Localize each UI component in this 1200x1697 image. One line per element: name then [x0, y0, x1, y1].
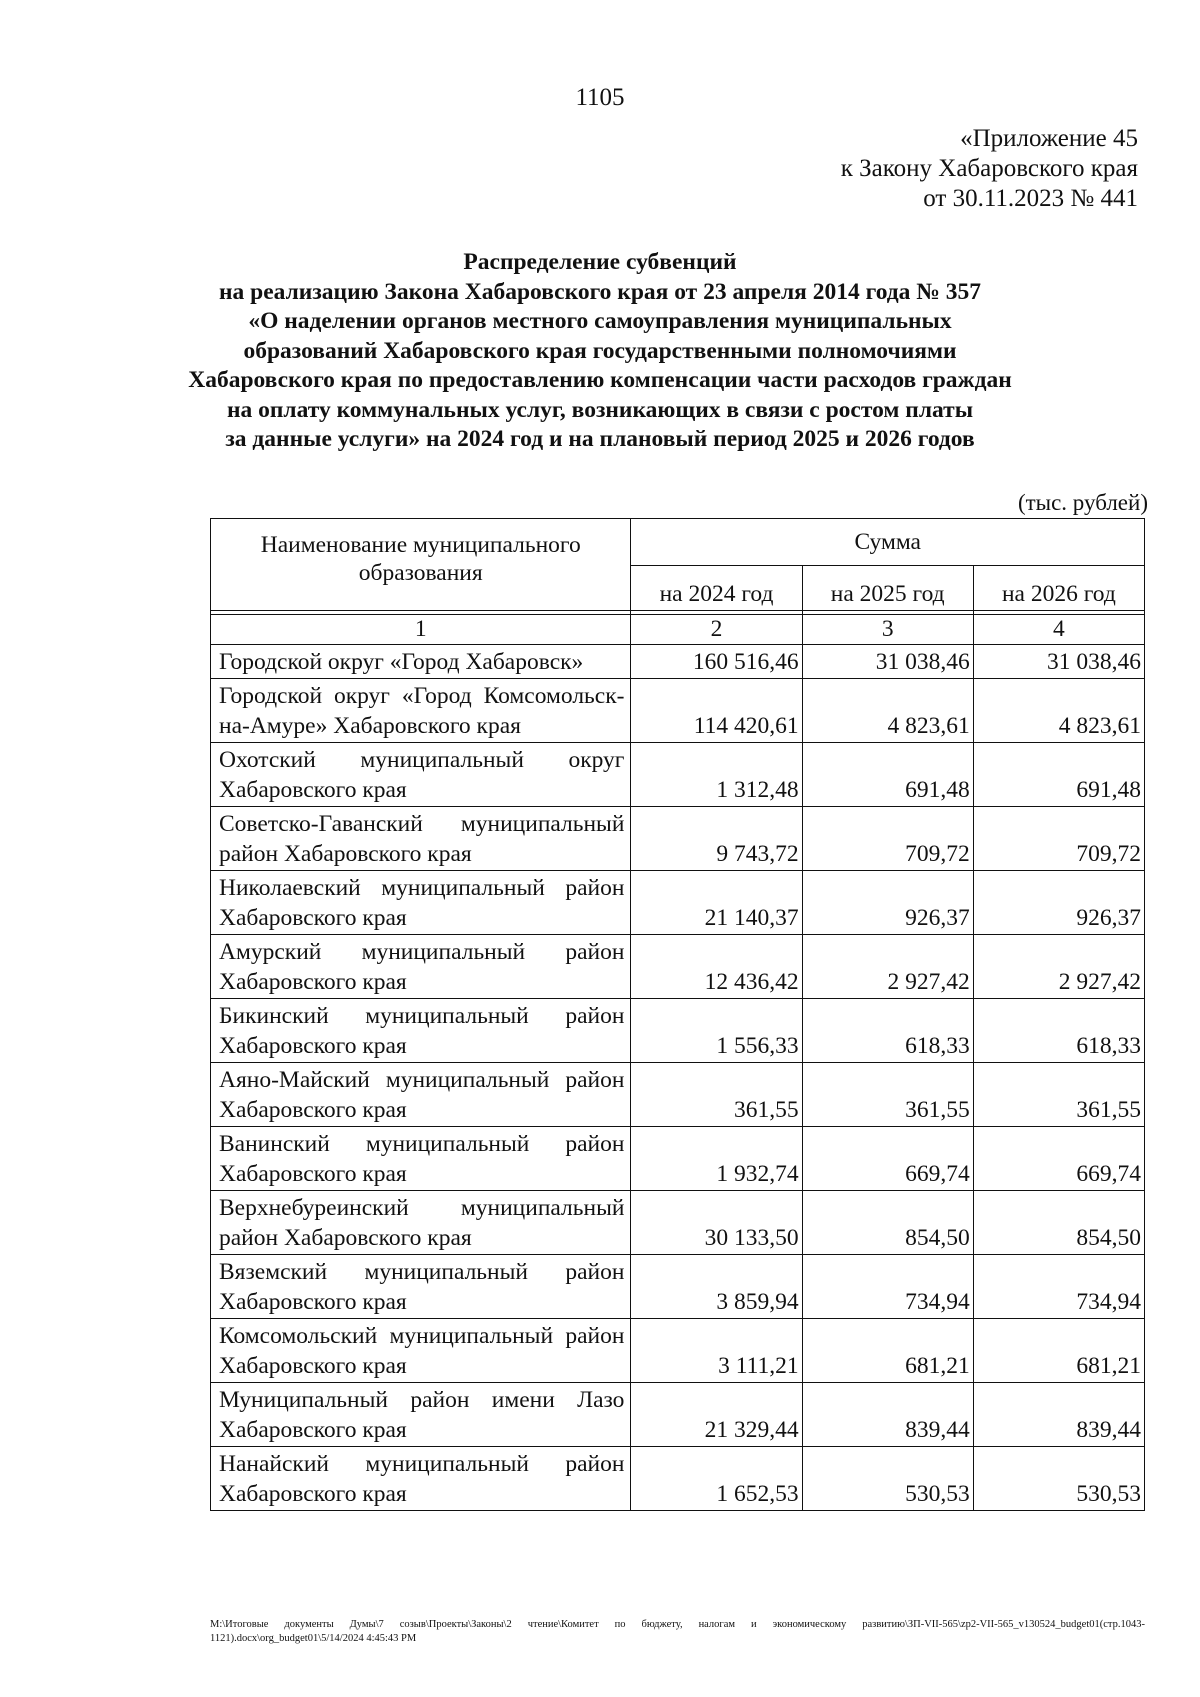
- municipality-name-cell: Городской округ «Город Комсомольск-на-Амуре» Хабаровского края: [211, 678, 631, 742]
- appendix-line: от 30.11.2023 № 441: [923, 185, 1138, 212]
- value-2025-cell: 530,53: [802, 1446, 973, 1510]
- table-row: [211, 998, 1145, 1062]
- column-number: 4: [973, 615, 1144, 645]
- value-2025-cell: 709,72: [802, 806, 973, 870]
- value-2024-cell: 9 743,72: [631, 806, 802, 870]
- municipality-name-cell: Охотский муниципальный округ Хабаровского края: [211, 742, 631, 806]
- municipality-name-cell: Советско-Гаванский муниципальный район Хабаровского края: [211, 806, 631, 870]
- table-row: [211, 1318, 1145, 1382]
- table-row: [211, 645, 1145, 679]
- value-2025-cell: 2 927,42: [802, 934, 973, 998]
- value-2025-cell: 926,37: [802, 870, 973, 934]
- table-row: [211, 934, 1145, 998]
- title-line: образований Хабаровского края государственными полномочиями: [243, 337, 957, 364]
- value-2025-cell: 854,50: [802, 1190, 973, 1254]
- value-2026-cell: 2 927,42: [973, 934, 1144, 998]
- value-2025-cell: 31 038,46: [802, 645, 973, 679]
- value-2024-cell: 21 329,44: [631, 1382, 802, 1446]
- value-2024-cell: 3 111,21: [631, 1318, 802, 1382]
- value-2026-cell: 709,72: [973, 806, 1144, 870]
- value-2025-cell: 681,21: [802, 1318, 973, 1382]
- table-row: [211, 806, 1145, 870]
- value-2024-cell: 30 133,50: [631, 1190, 802, 1254]
- municipality-name-cell: Николаевский муниципальный район Хабаровского края: [211, 870, 631, 934]
- column-number: 1: [211, 615, 631, 645]
- municipality-name-cell: Комсомольский муниципальный район Хабаровского края: [211, 1318, 631, 1382]
- value-2024-cell: 1 556,33: [631, 998, 802, 1062]
- municipality-name-cell: Вяземский муниципальный район Хабаровского края: [211, 1254, 631, 1318]
- value-2025-cell: 691,48: [802, 742, 973, 806]
- value-2026-cell: 4 823,61: [973, 678, 1144, 742]
- municipality-name-cell: Ванинский муниципальный район Хабаровского края: [211, 1126, 631, 1190]
- value-2024-cell: 1 312,48: [631, 742, 802, 806]
- title-line: на реализацию Закона Хабаровского края от 23 апреля 2014 года № 357: [218, 278, 982, 305]
- appendix-reference: [841, 124, 1138, 214]
- municipality-name-cell: Нанайский муниципальный район Хабаровского края: [211, 1446, 631, 1510]
- value-2026-cell: 530,53: [973, 1446, 1144, 1510]
- value-2026-cell: 681,21: [973, 1318, 1144, 1382]
- header-year-2026: на 2026 год: [973, 566, 1144, 611]
- value-2024-cell: 1 652,53: [631, 1446, 802, 1510]
- title-line: на оплату коммунальных услуг, возникающих в связи с ростом платы: [226, 396, 974, 423]
- value-2024-cell: 3 859,94: [631, 1254, 802, 1318]
- title-line: «О наделении органов местного самоуправления муниципальных: [248, 308, 952, 334]
- column-number-row: [211, 615, 1145, 645]
- value-2026-cell: 618,33: [973, 998, 1144, 1062]
- value-2026-cell: 691,48: [973, 742, 1144, 806]
- table-row: [211, 742, 1145, 806]
- column-number: 3: [802, 615, 973, 645]
- table-row: [211, 1446, 1145, 1510]
- units-label: (тыс. рублей): [1017, 490, 1148, 515]
- value-2026-cell: 31 038,46: [973, 645, 1144, 679]
- table-row: [211, 678, 1145, 742]
- municipality-name-cell: Бикинский муниципальный район Хабаровского края: [211, 998, 631, 1062]
- table-row: [211, 1190, 1145, 1254]
- document-title: [0, 248, 1200, 455]
- value-2026-cell: 926,37: [973, 870, 1144, 934]
- value-2025-cell: 4 823,61: [802, 678, 973, 742]
- table-row: [211, 1382, 1145, 1446]
- page-number: 1105: [575, 84, 625, 111]
- value-2024-cell: 21 140,37: [631, 870, 802, 934]
- table-row: [211, 1254, 1145, 1318]
- municipality-name-cell: Верхнебуреинский муниципальный район Хабаровского края: [211, 1190, 631, 1254]
- value-2025-cell: 618,33: [802, 998, 973, 1062]
- value-2026-cell: 839,44: [973, 1382, 1144, 1446]
- value-2026-cell: 854,50: [973, 1190, 1144, 1254]
- title-line: Хабаровского края по предоставлению компенсации части расходов граждан: [188, 367, 1012, 393]
- value-2026-cell: 361,55: [973, 1062, 1144, 1126]
- municipality-name-cell: Амурский муниципальный район Хабаровского края: [211, 934, 631, 998]
- municipality-name-cell: Аяно-Майский муниципальный район Хабаровского края: [211, 1062, 631, 1126]
- value-2024-cell: 12 436,42: [631, 934, 802, 998]
- column-number: 2: [631, 615, 802, 645]
- value-2025-cell: 361,55: [802, 1062, 973, 1126]
- value-2024-cell: 160 516,46: [631, 645, 802, 679]
- title-line: за данные услуги» на 2024 год и на плановый период 2025 и 2026 годов: [225, 426, 975, 452]
- appendix-line: «Приложение 45: [960, 125, 1138, 152]
- value-2026-cell: 669,74: [973, 1126, 1144, 1190]
- header-year-2025: на 2025 год: [802, 566, 973, 611]
- table-row: [211, 870, 1145, 934]
- header-name: Наименование муниципального образования: [211, 519, 631, 611]
- value-2024-cell: 114 420,61: [631, 678, 802, 742]
- value-2025-cell: 734,94: [802, 1254, 973, 1318]
- table-row: [211, 1126, 1145, 1190]
- municipality-name-cell: Городской округ «Город Хабаровск»: [211, 645, 631, 679]
- value-2024-cell: 1 932,74: [631, 1126, 802, 1190]
- subsidy-table: [210, 518, 1145, 1511]
- title-line: Распределение субвенций: [463, 249, 737, 275]
- value-2025-cell: 839,44: [802, 1382, 973, 1446]
- file-path-footer: M:\Итоговые документы Думы\7 созыв\Проекты\Законы\2 чтение\Комитет по бюджету, налогам и экономическому развитию\ЗП-VII-565\zp2-VII-565_v130524_budget01(стр.1043-1121).docx\org_budget01\5/14/2024 4:45:43 PM: [210, 1619, 1145, 1644]
- value-2024-cell: 361,55: [631, 1062, 802, 1126]
- appendix-line: к Закону Хабаровского края: [840, 155, 1138, 182]
- value-2026-cell: 734,94: [973, 1254, 1144, 1318]
- header-sum: Сумма: [631, 519, 1145, 566]
- value-2025-cell: 669,74: [802, 1126, 973, 1190]
- municipality-name-cell: Муниципальный район имени Лазо Хабаровского края: [211, 1382, 631, 1446]
- table-row: [211, 1062, 1145, 1126]
- header-year-2024: на 2024 год: [631, 566, 802, 611]
